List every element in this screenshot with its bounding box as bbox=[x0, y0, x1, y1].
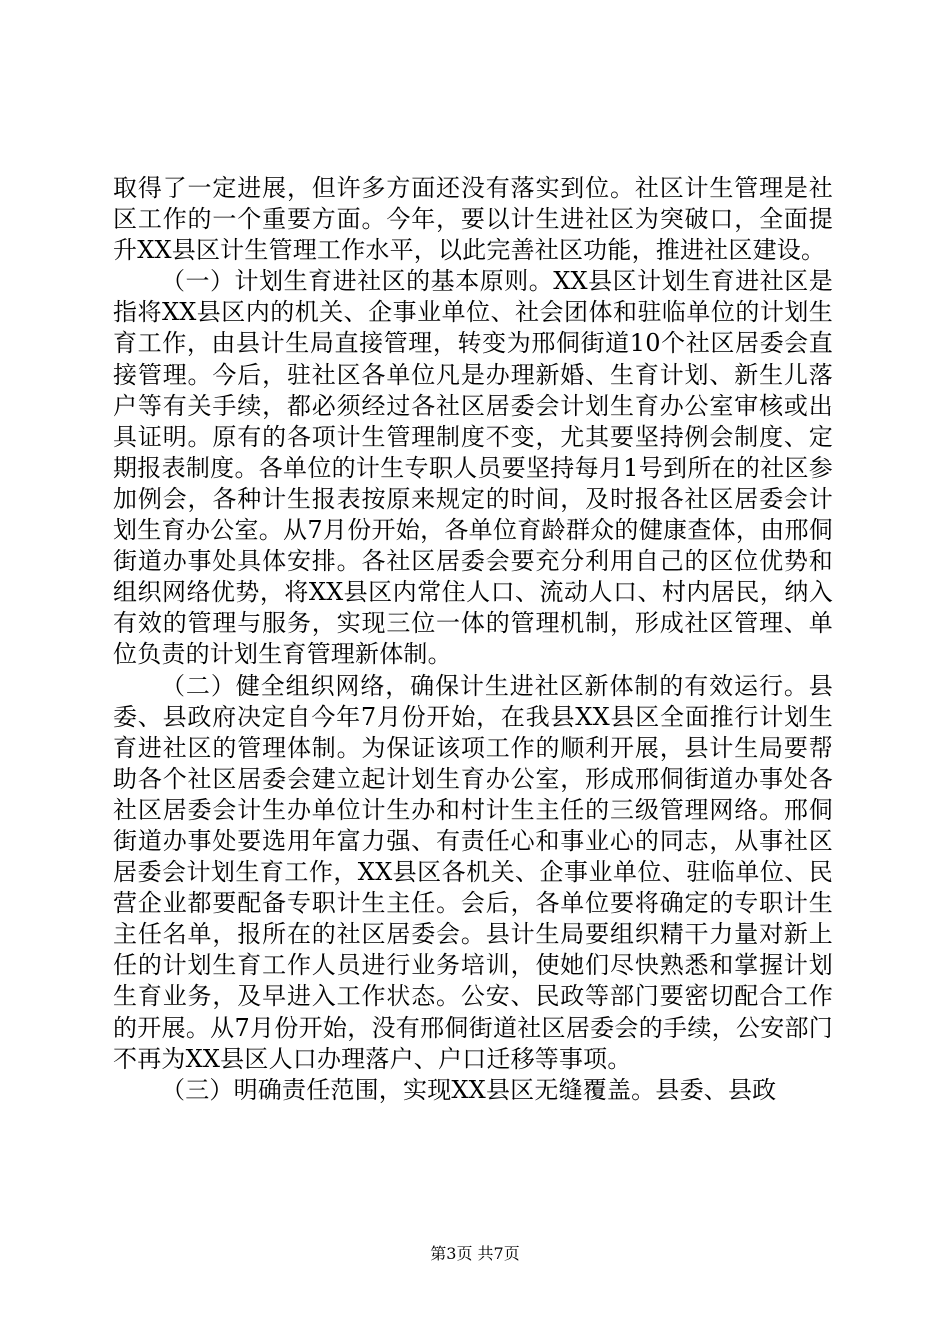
paragraph-continuation: 取得了一定进展，但许多方面还没有落实到位。社区计生管理是社区工作的一个重要方面。今年，要以计生进社区为突破口，全面提升XX县区计生管理工作水平，以此完善社区功能，推进社区建设。 bbox=[113, 174, 833, 265]
document-body bbox=[113, 173, 833, 1106]
paragraph-section-two: （二）健全组织网络，确保计生进社区新体制的有效运行。县委、县政府决定自今年7月份开始，在我县XX县区全面推行计划生育进社区的管理体制。为保证该项工作的顺利开展，县计生局要帮助各个社区居委会建立起计划生育办公室，形成邢侗街道办事处各社区居委会计生办单位计生办和村计生主任的三级管理网络。邢侗街道办事处要选用年富力强、有责任心和事业心的同志，从事社区居委会计划生育工作，XX县区各机关、企事业单位、驻临单位、民营企业都要配备专职计生主任。会后，各单位要将确定的专职计生主任名单，报所在的社区居委会。县计生局要组织精干力量对新上任的计划生育工作人员进行业务培训，使她们尽快熟悉和掌握计划生育业务，及早进入工作状态。公安、民政等部门要密切配合工作的开展。从7月份开始，没有邢侗街道社区居委会的手续，公安部门不再为XX县区人口办理落户、户口迁移等事项。 bbox=[113, 671, 833, 1073]
paragraph-section-three: （三）明确责任范围，实现XX县区无缝覆盖。县委、县政 bbox=[161, 1075, 777, 1104]
paragraph-section-one: （一）计划生育进社区的基本原则。XX县区计划生育进社区是指将XX县区内的机关、企事业单位、社会团体和驻临单位的计划生育工作，由县计生局直接管理，转变为邢侗街道10个社区居委会直接管理。今后，驻社区各单位凡是办理新婚、生育计划、新生儿落户等有关手续，都必须经过各社区居委会计划生育办公室审核或出具证明。原有的各项计生管理制度不变，尤其要坚持例会制度、定期报表制度。各单位的计生专职人员要坚持每月1号到所在的社区参加例会，各种计生报表按原来规定的时间，及时报各社区居委会计划生育办公室。从7月份开始，各单位育龄群众的健康查体，由邢侗街道办事处具体安排。各社区居委会要充分利用自己的区位优势和组织网络优势，将XX县区内常住人口、流动人口、村内居民，纳入有效的管理与服务，实现三位一体的管理机制，形成社区管理、单位负责的计划生育管理新体制。 bbox=[113, 267, 833, 669]
page-footer: 第3页 共7页 bbox=[430, 1244, 520, 1263]
